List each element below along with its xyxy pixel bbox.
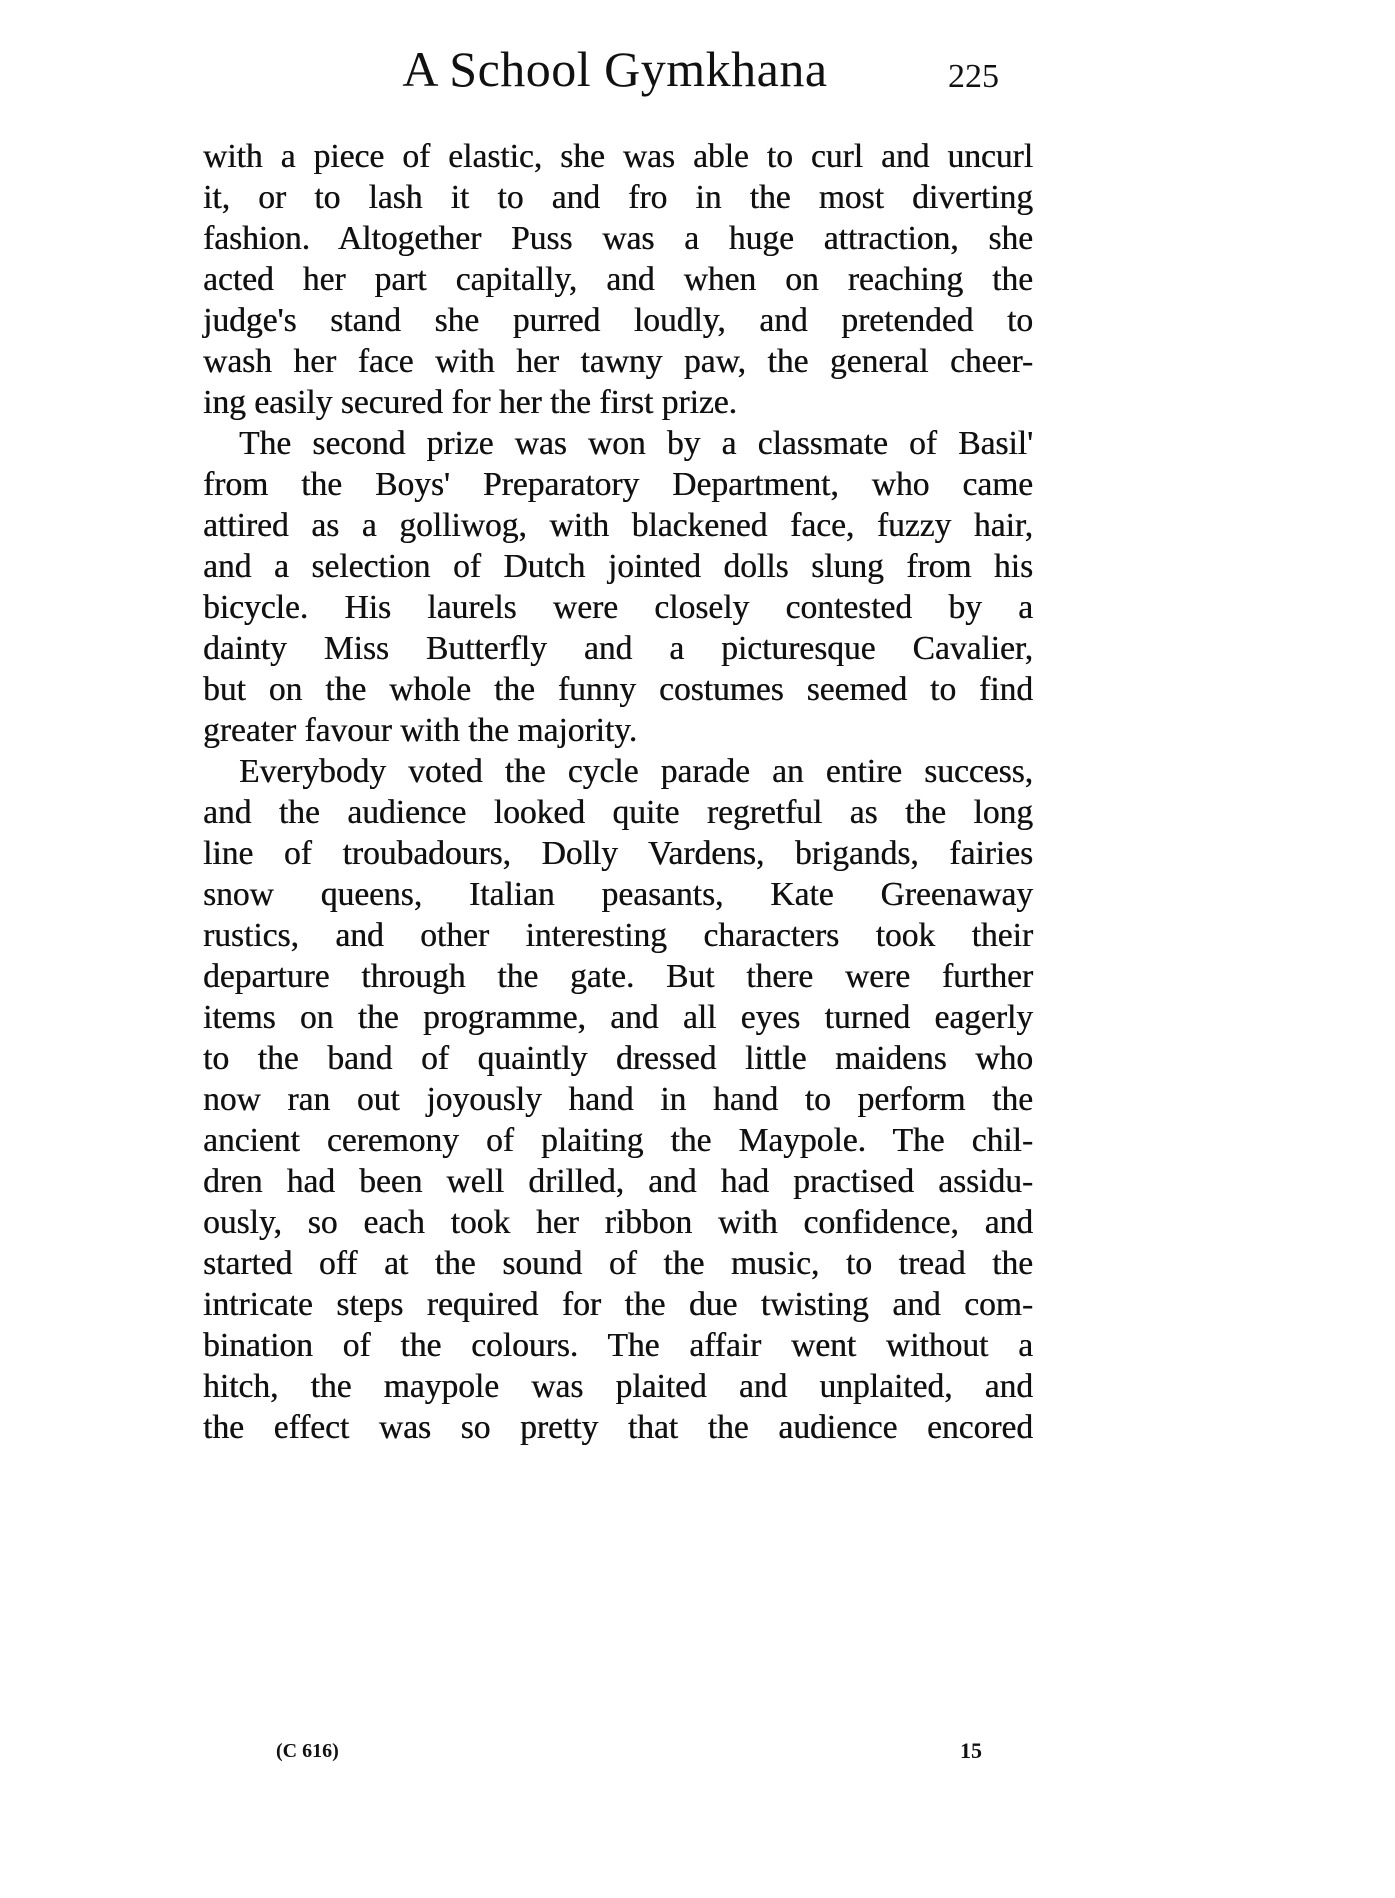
text-line: and the audience looked quite regretful as the long: [203, 794, 1033, 831]
text-line: the effect was so pretty that the audience encored: [203, 1409, 1033, 1446]
text-line: acted her part capitally, and when on reaching the: [203, 261, 1033, 298]
signature-mark: (C 616): [276, 1740, 339, 1762]
text-line: line of troubadours, Dolly Vardens, brigands, fairies: [203, 835, 1033, 872]
text-line: rustics, and other interesting characters took their: [203, 917, 1033, 954]
text-line: The second prize was won by a classmate of Basil': [239, 425, 1033, 462]
text-line: snow queens, Italian peasants, Kate Greenaway: [203, 876, 1033, 913]
running-head-title: A School Gymkhana: [402, 41, 828, 97]
text-line: items on the programme, and all eyes turned eagerly: [203, 999, 1033, 1036]
text-line: ously, so each took her ribbon with confidence, and: [203, 1204, 1033, 1241]
text-line: hitch, the maypole was plaited and unplaited, and: [203, 1368, 1033, 1405]
text-line: ancient ceremony of plaiting the Maypole. The chil-: [203, 1122, 1033, 1159]
gathering-folio: 15: [960, 1738, 982, 1763]
text-line: greater favour with the majority.: [203, 712, 638, 749]
text-line: bination of the colours. The affair went without a: [203, 1327, 1033, 1364]
body-text: [203, 136, 1033, 1448]
text-line: intricate steps required for the due twisting and com-: [203, 1286, 1033, 1323]
text-line: Everybody voted the cycle parade an entire success,: [239, 753, 1033, 790]
text-line: attired as a golliwog, with blackened face, fuzzy hair,: [203, 507, 1033, 544]
text-line: now ran out joyously hand in hand to perform the: [203, 1081, 1033, 1118]
text-line: it, or to lash it to and fro in the most diverting: [203, 179, 1033, 216]
text-line: to the band of quaintly dressed little maidens who: [203, 1040, 1033, 1077]
text-line: started off at the sound of the music, to tread the: [203, 1245, 1033, 1282]
text-line: bicycle. His laurels were closely contested by a: [203, 589, 1033, 626]
text-line: and a selection of Dutch jointed dolls slung from his: [203, 548, 1033, 585]
text-line: wash her face with her tawny paw, the general cheer-: [203, 343, 1033, 380]
text-line: but on the whole the funny costumes seemed to find: [203, 671, 1033, 708]
text-line: judge's stand she purred loudly, and pretended to: [203, 302, 1033, 339]
text-line: with a piece of elastic, she was able to curl and uncurl: [203, 138, 1033, 175]
text-line: departure through the gate. But there were further: [203, 958, 1033, 995]
text-line: ing easily secured for her the first prize.: [203, 384, 737, 421]
text-line: fashion. Altogether Puss was a huge attraction, she: [203, 220, 1033, 257]
text-line: dainty Miss Butterfly and a picturesque Cavalier,: [203, 630, 1033, 667]
text-line: from the Boys' Preparatory Department, who came: [203, 466, 1033, 503]
page-number: 225: [948, 58, 999, 95]
text-line: dren had been well drilled, and had practised assidu-: [203, 1163, 1033, 1200]
